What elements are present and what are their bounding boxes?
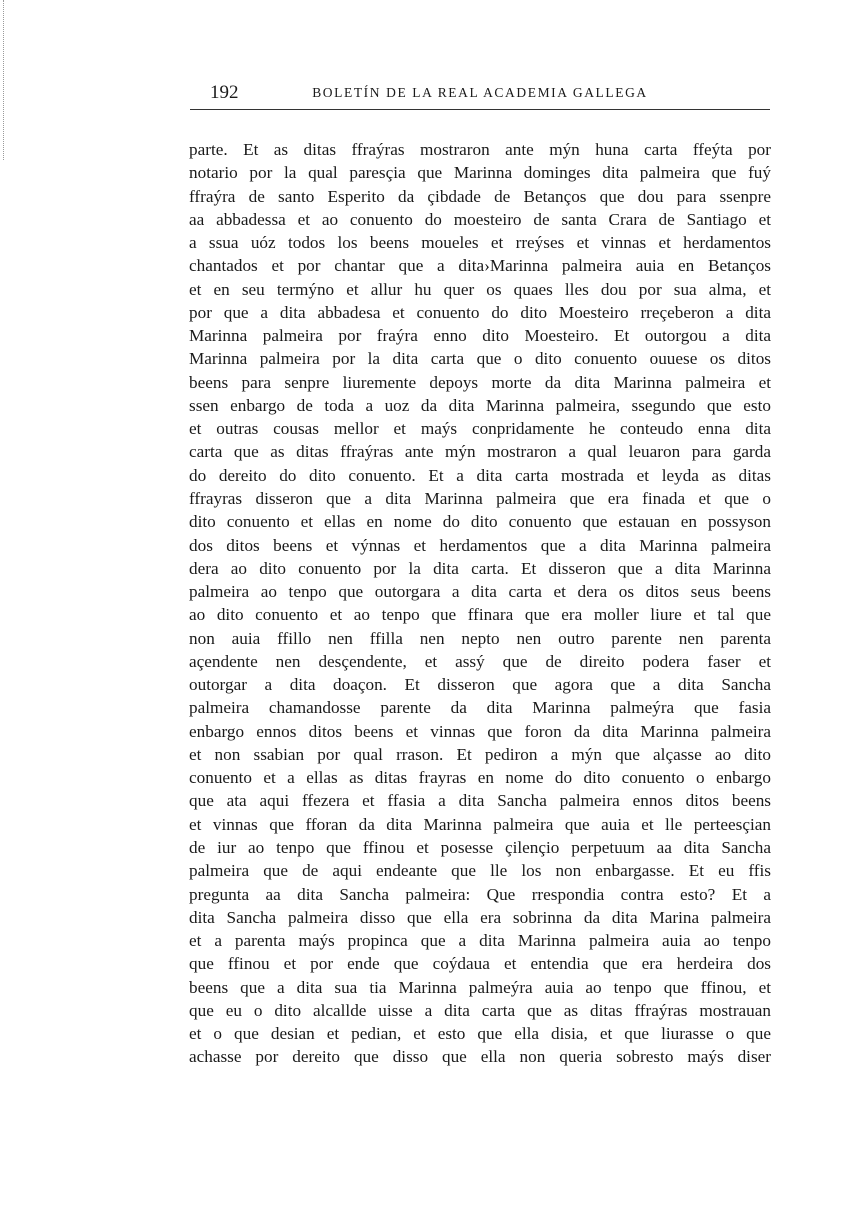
text-line: enbargo ennos ditos beens et vinnas que foron da dita Marinna palmeira [189,721,771,741]
text-line: palmeira ao tenpo que outorgara a dita carta et dera os ditos seus beens [189,582,771,602]
text-line: dera ao dito conuento por la dita carta. Et disseron que a dita Marinna [189,558,771,578]
text-line: ffrayras disseron que a dita Marinna palmeira que era finada et que o [189,488,771,508]
text-line: palmeira que de aqui endeante que lle los non enbargasse. Et eu ffis [189,861,771,881]
text-line: aa abbadessa et ao conuento do moesteiro de santa Crara de Santiago et [189,209,771,229]
text-line: beens que a dita sua tia Marinna palmeýra auia ao tenpo que ffinou, et [189,977,771,997]
text-line: et outras cousas mellor et maýs conpridamente he conteudo enna dita [189,419,771,439]
text-line: que eu o dito alcallde uisse a dita carta que as ditas ffraýras mostrauan [189,1000,771,1020]
text-line: dita Sancha palmeira disso que ella era sobrinna da dita Marina palmeira [189,907,771,927]
text-line: que ata aqui ffezera et ffasia a dita Sancha palmeira ennos ditos beens [189,791,771,811]
text-line: do dereito do dito conuento. Et a dita carta mostrada et leyda as ditas [189,465,771,485]
body-text [189,138,771,1069]
text-line: ssen enbargo de toda a uoz da dita Marinna palmeira, ssegundo que esto [189,395,771,415]
text-line: ao dito conuento et ao tenpo que ffinara que era moller liure et tal que [189,605,771,625]
text-line: de iur ao tenpo que ffinou et posesse çilençio perpetuum aa dita Sancha [189,837,771,857]
text-line: conuento et a ellas as ditas frayras en nome do dito conuento o enbargo [189,768,771,788]
running-title: BOLETÍN DE LA REAL ACADEMIA GALLEGA [312,85,648,100]
text-line: et en seu termýno et allur hu quer os quaes lles dou por sua alma, et [189,279,771,299]
text-line: Marinna palmeira por fraýra enno dito Moesteiro. Et outorgou a dita [189,326,771,346]
text-line: non auia ffillo nen ffilla nen nepto nen outro parente nen parenta [189,628,771,648]
scan-edge-marks [3,0,4,160]
text-line: outorgar a dita doaçon. Et disseron que agora que a dita Sancha [189,675,771,695]
text-line: beens para senpre liuremente depoys morte da dita Marinna palmeira et [189,372,771,392]
text-line: dito conuento et ellas en nome do dito conuento que estauan en possyson [189,512,771,532]
text-line: a ssua uóz todos los beens moueles et rreýses et vinnas et herdamentos [189,233,771,253]
text-line: et o que desian et pedian, et esto que ella disia, et que liurasse o que [189,1024,771,1044]
text-line: pregunta aa dita Sancha palmeira: Que rrespondia contra esto? Et a [189,884,771,904]
page-header [190,82,770,106]
header-rule [190,109,770,110]
text-line: parte. Et as ditas ffraýras mostraron ante mýn huna carta ffeýta por [189,140,771,159]
text-line: açendente nen desçendente, et assý que de direito podera faser et [189,651,771,671]
text-line: que ffinou et por ende que coýdaua et entendia que era herdeira dos [189,954,771,974]
text-line: et a parenta maýs propinca que a dita Marinna palmeira auia ao tenpo [189,931,771,951]
text-line: Marinna palmeira por la dita carta que o dito conuento ouuese os ditos [189,349,771,369]
text-line: ffraýra de santo Esperito da çibdade de Betanços que dou para ssenpre [189,186,771,206]
text-line: et non ssabian por qual rrason. Et pediron a mýn que alçasse ao dito [189,744,771,764]
text-line: chantados et por chantar que a dita›Marinna palmeira auia en Betanços [189,256,771,276]
text-line: et vinnas que fforan da dita Marinna palmeira que auia et lle perteesçian [189,814,771,834]
page-number: 192 [210,82,239,103]
text-line: carta que as ditas ffraýras ante mýn mostraron a qual leuaron para garda [189,442,771,462]
text-line: palmeira chamandosse parente da dita Marinna palmeýra que fasia [189,698,771,718]
text-line: dos ditos beens et výnnas et herdamentos que a dita Marinna palmeira [189,535,771,555]
text-line: por que a dita abbadesa et conuento do dito Moesteiro rreçeberon a dita [189,302,771,322]
text-line: notario por la qual paresçia que Marinna dominges dita palmeira que fuý [189,163,771,183]
text-line: achasse por dereito que disso que ella non queria sobresto maýs diser [189,1047,771,1067]
